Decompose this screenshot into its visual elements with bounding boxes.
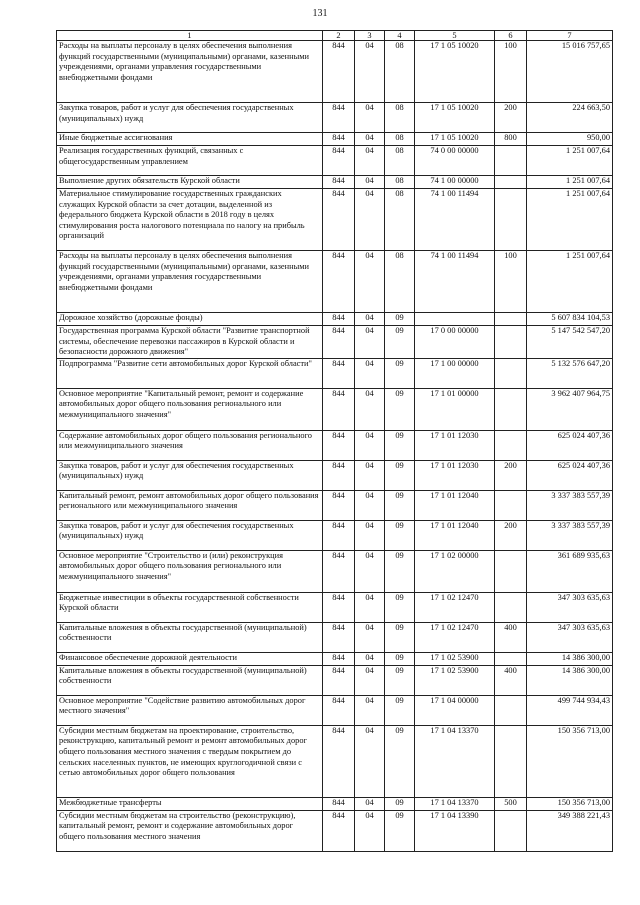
grbs-code: 844: [323, 146, 355, 176]
subsection-code: 08: [385, 41, 415, 103]
column-header: 6: [495, 31, 527, 41]
target-article: 17 1 04 13370: [415, 725, 495, 797]
table-row: [57, 695, 613, 725]
table-row: [57, 251, 613, 313]
grbs-code: 844: [323, 725, 355, 797]
column-header: 4: [385, 31, 415, 41]
target-article: 74 0 00 00000: [415, 146, 495, 176]
table-row: [57, 358, 613, 388]
subsection-code: 09: [385, 652, 415, 665]
section-code: 04: [355, 797, 385, 810]
row-name: Закупка товаров, работ и услуг для обеспечения государственных (муниципальных) нужд: [57, 460, 323, 490]
row-name: Иные бюджетные ассигнования: [57, 133, 323, 146]
row-name: Дорожное хозяйство (дорожные фонды): [57, 313, 323, 326]
subsection-code: 09: [385, 520, 415, 550]
subsection-code: 09: [385, 592, 415, 622]
table-row: [57, 460, 613, 490]
table-row: [57, 41, 613, 103]
table-header-row: [57, 31, 613, 41]
subsection-code: 08: [385, 189, 415, 251]
section-code: 04: [355, 41, 385, 103]
target-article: 17 1 01 00000: [415, 388, 495, 430]
amount: 1 251 007,64: [527, 176, 613, 189]
subsection-code: 09: [385, 313, 415, 326]
target-article: 17 1 05 10020: [415, 103, 495, 133]
table-row: [57, 520, 613, 550]
expense-type: [495, 326, 527, 359]
amount: 349 388 221,43: [527, 810, 613, 851]
expense-type: [495, 189, 527, 251]
grbs-code: 844: [323, 652, 355, 665]
row-name: Закупка товаров, работ и услуг для обеспечения государственных (муниципальных) нужд: [57, 520, 323, 550]
expense-type: 200: [495, 103, 527, 133]
grbs-code: 844: [323, 592, 355, 622]
target-article: 17 0 00 00000: [415, 326, 495, 359]
table-row: [57, 622, 613, 652]
table-row: [57, 133, 613, 146]
expense-type: [495, 695, 527, 725]
expense-type: [495, 313, 527, 326]
target-article: 17 1 04 13370: [415, 797, 495, 810]
amount: 5 132 576 647,20: [527, 358, 613, 388]
section-code: 04: [355, 810, 385, 851]
amount: 14 386 300,00: [527, 652, 613, 665]
row-name: Расходы на выплаты персоналу в целях обеспечения выполнения функций государственными (муниципальными) органами, казенными учреждениями, органами управления государственными внебюджетными фондами: [57, 41, 323, 103]
column-header: 2: [323, 31, 355, 41]
target-article: 17 1 02 53900: [415, 665, 495, 695]
table-row: [57, 652, 613, 665]
target-article: 17 1 01 12030: [415, 460, 495, 490]
expense-type: 100: [495, 251, 527, 313]
table-row: [57, 313, 613, 326]
target-article: 17 1 02 00000: [415, 550, 495, 592]
expense-type: [495, 810, 527, 851]
expense-type: [495, 358, 527, 388]
expense-type: [495, 592, 527, 622]
expense-type: 400: [495, 622, 527, 652]
amount: 3 337 383 557,39: [527, 520, 613, 550]
grbs-code: 844: [323, 430, 355, 460]
amount: 150 356 713,00: [527, 725, 613, 797]
target-article: 17 1 02 12470: [415, 622, 495, 652]
expense-type: 200: [495, 460, 527, 490]
grbs-code: 844: [323, 490, 355, 520]
subsection-code: 09: [385, 490, 415, 520]
expense-type: [495, 490, 527, 520]
target-article: 17 1 02 53900: [415, 652, 495, 665]
section-code: 04: [355, 133, 385, 146]
table-row: [57, 176, 613, 189]
row-name: Основное мероприятие "Капитальный ремонт, ремонт и содержание автомобильных дорог общего пользования регионального или межмуниципального значения": [57, 388, 323, 430]
section-code: 04: [355, 189, 385, 251]
subsection-code: 09: [385, 550, 415, 592]
target-article: 17 1 02 12470: [415, 592, 495, 622]
section-code: 04: [355, 550, 385, 592]
subsection-code: 09: [385, 358, 415, 388]
row-name: Реализация государственных функций, связанных с общегосударственным управлением: [57, 146, 323, 176]
expense-type: [495, 652, 527, 665]
target-article: 74 1 00 00000: [415, 176, 495, 189]
target-article: 74 1 00 11494: [415, 189, 495, 251]
amount: 625 024 407,36: [527, 430, 613, 460]
row-name: Межбюджетные трансферты: [57, 797, 323, 810]
target-article: 17 1 00 00000: [415, 358, 495, 388]
column-header: 5: [415, 31, 495, 41]
target-article: 17 1 05 10020: [415, 133, 495, 146]
expense-type: [495, 176, 527, 189]
amount: 14 386 300,00: [527, 665, 613, 695]
grbs-code: 844: [323, 189, 355, 251]
amount: 361 689 935,63: [527, 550, 613, 592]
subsection-code: 09: [385, 430, 415, 460]
section-code: 04: [355, 725, 385, 797]
section-code: 04: [355, 251, 385, 313]
amount: 1 251 007,64: [527, 189, 613, 251]
row-name: Основное мероприятие "Содействие развитию автомобильных дорог местного значения": [57, 695, 323, 725]
grbs-code: 844: [323, 460, 355, 490]
table-row: [57, 665, 613, 695]
grbs-code: 844: [323, 41, 355, 103]
expense-type: [495, 550, 527, 592]
section-code: 04: [355, 622, 385, 652]
amount: 1 251 007,64: [527, 146, 613, 176]
row-name: Капитальные вложения в объекты государственной (муниципальной) собственности: [57, 622, 323, 652]
subsection-code: 08: [385, 133, 415, 146]
row-name: Финансовое обеспечение дорожной деятельности: [57, 652, 323, 665]
table-row: [57, 388, 613, 430]
section-code: 04: [355, 326, 385, 359]
expense-type: [495, 146, 527, 176]
subsection-code: 09: [385, 810, 415, 851]
table-row: [57, 430, 613, 460]
grbs-code: 844: [323, 133, 355, 146]
table-row: [57, 550, 613, 592]
row-name: Содержание автомобильных дорог общего пользования регионального или межмуниципального значения: [57, 430, 323, 460]
subsection-code: 09: [385, 695, 415, 725]
amount: 150 356 713,00: [527, 797, 613, 810]
target-article: 17 1 01 12030: [415, 430, 495, 460]
column-header: 3: [355, 31, 385, 41]
grbs-code: 844: [323, 358, 355, 388]
subsection-code: 09: [385, 665, 415, 695]
subsection-code: 09: [385, 326, 415, 359]
expense-type: 800: [495, 133, 527, 146]
grbs-code: 844: [323, 622, 355, 652]
target-article: 17 1 01 12040: [415, 520, 495, 550]
section-code: 04: [355, 695, 385, 725]
row-name: Капитальные вложения в объекты государственной (муниципальной) собственности: [57, 665, 323, 695]
column-header: 1: [57, 31, 323, 41]
subsection-code: 09: [385, 797, 415, 810]
row-name: Материальное стимулирование государственных гражданских служащих Курской области за счет дотации, выделенной из федерального бюджета Курской области в 2018 году в целях стимулирования роста налогового потенциала по налогу на прибыль организаций: [57, 189, 323, 251]
grbs-code: 844: [323, 313, 355, 326]
expense-type: [495, 725, 527, 797]
grbs-code: 844: [323, 810, 355, 851]
table-row: [57, 189, 613, 251]
grbs-code: 844: [323, 251, 355, 313]
amount: 499 744 934,43: [527, 695, 613, 725]
section-code: 04: [355, 176, 385, 189]
target-article: 17 1 05 10020: [415, 41, 495, 103]
row-name: Субсидии местным бюджетам на строительство (реконструкцию), капитальный ремонт, ремонт и содержание автомобильных дорог общего пользования местного значения: [57, 810, 323, 851]
section-code: 04: [355, 665, 385, 695]
row-name: Основное мероприятие "Строительство и (или) реконструкция автомобильных дорог общего пользования регионального или межмуниципального значения": [57, 550, 323, 592]
subsection-code: 08: [385, 176, 415, 189]
grbs-code: 844: [323, 176, 355, 189]
expense-type: [495, 388, 527, 430]
grbs-code: 844: [323, 797, 355, 810]
target-article: 17 1 01 12040: [415, 490, 495, 520]
table-row: [57, 146, 613, 176]
subsection-code: 08: [385, 251, 415, 313]
amount: 1 251 007,64: [527, 251, 613, 313]
target-article: [415, 313, 495, 326]
grbs-code: 844: [323, 103, 355, 133]
row-name: Бюджетные инвестиции в объекты государственной собственности Курской области: [57, 592, 323, 622]
section-code: 04: [355, 592, 385, 622]
row-name: Капитальный ремонт, ремонт автомобильных дорог общего пользования регионального или межмуниципального значения: [57, 490, 323, 520]
subsection-code: 09: [385, 460, 415, 490]
amount: 625 024 407,36: [527, 460, 613, 490]
subsection-code: 09: [385, 622, 415, 652]
row-name: Закупка товаров, работ и услуг для обеспечения государственных (муниципальных) нужд: [57, 103, 323, 133]
subsection-code: 08: [385, 146, 415, 176]
section-code: 04: [355, 460, 385, 490]
amount: 5 147 542 547,20: [527, 326, 613, 359]
table-row: [57, 326, 613, 359]
row-name: Расходы на выплаты персоналу в целях обеспечения выполнения функций государственными (муниципальными) органами, казенными учреждениями, органами управления государственными внебюджетными фондами: [57, 251, 323, 313]
section-code: 04: [355, 430, 385, 460]
grbs-code: 844: [323, 665, 355, 695]
section-code: 04: [355, 103, 385, 133]
expense-type: [495, 430, 527, 460]
amount: 950,00: [527, 133, 613, 146]
expense-type: 200: [495, 520, 527, 550]
table-row: [57, 592, 613, 622]
row-name: Государственная программа Курской области "Развитие транспортной системы, обеспечение перевозки пассажиров в Курской области и безопасности дорожного движения": [57, 326, 323, 359]
row-name: Подпрограмма "Развитие сети автомобильных дорог Курской области": [57, 358, 323, 388]
table-row: [57, 797, 613, 810]
section-code: 04: [355, 490, 385, 520]
grbs-code: 844: [323, 550, 355, 592]
table-row: [57, 725, 613, 797]
subsection-code: 08: [385, 103, 415, 133]
section-code: 04: [355, 313, 385, 326]
section-code: 04: [355, 520, 385, 550]
amount: 347 303 635,63: [527, 592, 613, 622]
target-article: 17 1 04 00000: [415, 695, 495, 725]
amount: 3 337 383 557,39: [527, 490, 613, 520]
table-row: [57, 490, 613, 520]
budget-table: [56, 30, 613, 852]
page-number: 131: [312, 8, 328, 19]
expense-type: 500: [495, 797, 527, 810]
target-article: 74 1 00 11494: [415, 251, 495, 313]
subsection-code: 09: [385, 725, 415, 797]
section-code: 04: [355, 358, 385, 388]
section-code: 04: [355, 652, 385, 665]
expense-type: 100: [495, 41, 527, 103]
grbs-code: 844: [323, 520, 355, 550]
grbs-code: 844: [323, 326, 355, 359]
row-name: Выполнение других обязательств Курской области: [57, 176, 323, 189]
row-name: Субсидии местным бюджетам на проектирование, строительство, реконструкцию, капитальный ремонт и ремонт автомобильных дорог общего пользования местного значения с твердым покрытием до сельских населенных пунктов, не имеющих круглогодичной связи с сетью автомобильных дорог общего пользования: [57, 725, 323, 797]
amount: 5 607 834 104,53: [527, 313, 613, 326]
subsection-code: 09: [385, 388, 415, 430]
amount: 3 962 407 964,75: [527, 388, 613, 430]
grbs-code: 844: [323, 695, 355, 725]
grbs-code: 844: [323, 388, 355, 430]
amount: 224 663,50: [527, 103, 613, 133]
table-row: [57, 810, 613, 851]
section-code: 04: [355, 146, 385, 176]
column-header: 7: [527, 31, 613, 41]
amount: 347 303 635,63: [527, 622, 613, 652]
section-code: 04: [355, 388, 385, 430]
target-article: 17 1 04 13390: [415, 810, 495, 851]
table-row: [57, 103, 613, 133]
expense-type: 400: [495, 665, 527, 695]
amount: 15 016 757,65: [527, 41, 613, 103]
